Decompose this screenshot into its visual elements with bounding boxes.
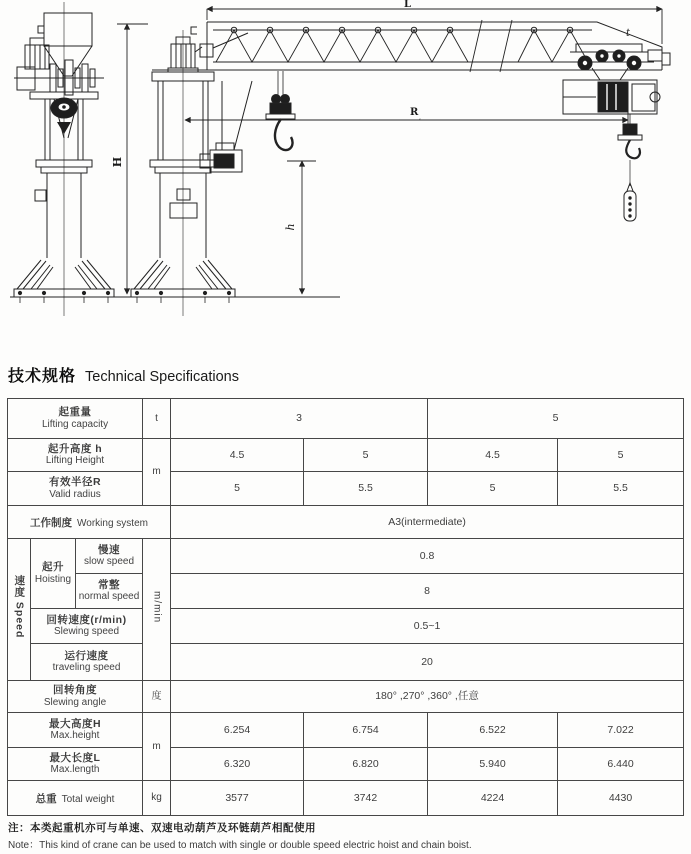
value-radius-1: 5	[171, 472, 304, 506]
label-normal-speed	[76, 574, 143, 609]
dimension-labels	[111, 0, 631, 231]
footnote	[8, 820, 472, 851]
label-speed-group-text: 速度 Speed	[13, 575, 26, 639]
label-max-height	[8, 713, 143, 748]
row-max-length	[8, 748, 684, 781]
value-height-1: 4.5	[171, 439, 304, 472]
dim-label-R-sub: ,	[419, 114, 421, 121]
row-slewing-angle	[8, 681, 684, 713]
specifications-table	[7, 398, 684, 816]
label-slewing-angle-zh: 回转角度	[53, 684, 98, 697]
value-slewing-angle: 180° ,270° ,360° ,任意	[171, 681, 684, 713]
label-slewing-angle-en: Slewing angle	[43, 696, 107, 708]
value-max-length-1: 6.320	[171, 748, 304, 781]
dim-label-L: L	[404, 0, 412, 10]
label-lifting-height-en: Lifting Height	[45, 455, 105, 467]
row-working-system	[8, 506, 684, 539]
label-valid-radius	[8, 472, 143, 506]
label-lifting-capacity-en: Lifting capacity	[41, 418, 109, 430]
value-normal-speed: 8	[171, 574, 684, 609]
label-working-system	[8, 506, 171, 539]
row-max-height	[8, 713, 684, 748]
unit-kg: kg	[143, 781, 171, 816]
row-slewing-speed	[8, 609, 684, 644]
label-max-height-zh: 最大高度H	[48, 717, 102, 730]
unit-m-min	[143, 539, 171, 681]
value-max-height-4: 7.022	[558, 713, 684, 748]
label-hoisting	[31, 539, 76, 609]
row-traveling-speed	[8, 644, 684, 681]
row-valid-radius	[8, 472, 684, 506]
label-lifting-capacity	[8, 399, 143, 439]
label-total-weight	[8, 781, 143, 816]
unit-t: t	[143, 399, 171, 439]
label-valid-radius-zh: 有效半径R	[48, 476, 102, 489]
row-normal-speed	[8, 574, 684, 609]
label-slow-speed	[76, 539, 143, 574]
dim-label-t: t	[626, 28, 631, 39]
value-capacity-3: 3	[171, 399, 428, 439]
value-max-length-3: 5.940	[428, 748, 558, 781]
label-total-weight-en: Total weight	[61, 794, 115, 806]
value-max-height-3: 6.522	[428, 713, 558, 748]
label-hoisting-en: Hoisting	[34, 573, 72, 585]
value-weight-2: 3742	[304, 781, 428, 816]
row-total-weight	[8, 781, 684, 816]
label-traveling-speed-zh: 运行速度	[64, 649, 109, 662]
label-slow-speed-en: slow speed	[84, 556, 135, 568]
page-title-en: Technical Specifications	[85, 369, 239, 385]
side-view	[14, 2, 114, 316]
value-max-length-4: 6.440	[558, 748, 684, 781]
label-slow-speed-zh: 慢速	[98, 543, 121, 556]
row-lifting-capacity	[8, 399, 684, 439]
value-radius-4: 5.5	[558, 472, 684, 506]
value-capacity-5: 5	[428, 399, 684, 439]
dim-label-R: R	[410, 107, 419, 118]
label-hoisting-zh: 起升	[42, 561, 64, 574]
page-title-zh: 技术规格	[8, 368, 77, 385]
row-lifting-height	[8, 439, 684, 472]
label-slewing-speed	[31, 609, 143, 644]
label-max-length	[8, 748, 143, 781]
value-radius-3: 5	[428, 472, 558, 506]
value-height-4: 5	[558, 439, 684, 472]
mid-hook	[266, 71, 295, 150]
label-slewing-speed-zh: 回转速度(r/min)	[46, 613, 127, 626]
label-max-length-en: Max.length	[50, 764, 100, 776]
label-slewing-angle	[8, 681, 143, 713]
label-max-height-en: Max.height	[50, 730, 100, 742]
value-slow-speed: 0.8	[171, 539, 684, 574]
value-weight-1: 3577	[171, 781, 304, 816]
footnote-en: Note：This kind of crane can be used to match with single or double speed electric hoist and chain boist.	[8, 840, 472, 851]
label-normal-speed-en: normal speed	[78, 591, 140, 603]
electric-hoist	[563, 44, 670, 221]
value-working-system: A3(intermediate)	[171, 506, 684, 539]
value-slewing-speed: 0.5~1	[171, 609, 684, 644]
value-weight-3: 4224	[428, 781, 558, 816]
label-max-length-zh: 最大长度L	[49, 751, 101, 764]
row-slow-speed	[8, 539, 684, 574]
label-working-system-en: Working system	[77, 518, 148, 530]
crane-drawing	[0, 0, 691, 352]
unit-m-1: m	[143, 439, 171, 506]
unit-m-min-text: m/min	[151, 590, 163, 624]
label-working-system-zh: 工作制度	[30, 517, 73, 530]
value-max-height-2: 6.754	[304, 713, 428, 748]
label-total-weight-zh: 总重	[35, 793, 57, 806]
value-max-height-1: 6.254	[171, 713, 304, 748]
dim-label-h: h	[284, 223, 297, 231]
footnote-zh: 注：本类起重机亦可与单速、双速电动葫芦及环链葫芦相配使用	[8, 822, 316, 834]
label-lifting-height-zh: 起升高度 h	[47, 442, 103, 455]
value-height-3: 4.5	[428, 439, 558, 472]
label-normal-speed-zh: 常整	[98, 578, 121, 591]
label-valid-radius-en: Valid radius	[49, 488, 101, 500]
label-traveling-speed	[31, 644, 143, 681]
jib-beam	[152, 20, 662, 172]
label-speed-group	[8, 539, 31, 681]
label-lifting-capacity-zh: 起重量	[58, 406, 92, 419]
unit-m-2: m	[143, 713, 171, 781]
label-slewing-speed-en: Slewing speed	[53, 626, 120, 638]
unit-degree: 度	[143, 681, 171, 713]
value-radius-2: 5.5	[304, 472, 428, 506]
label-traveling-speed-en: traveling speed	[52, 662, 121, 674]
value-weight-4: 4430	[558, 781, 684, 816]
dim-label-H: H	[111, 156, 124, 168]
page-title	[8, 363, 239, 386]
label-lifting-height	[8, 439, 143, 472]
value-height-2: 5	[304, 439, 428, 472]
value-max-length-2: 6.820	[304, 748, 428, 781]
value-traveling-speed: 20	[171, 644, 684, 681]
